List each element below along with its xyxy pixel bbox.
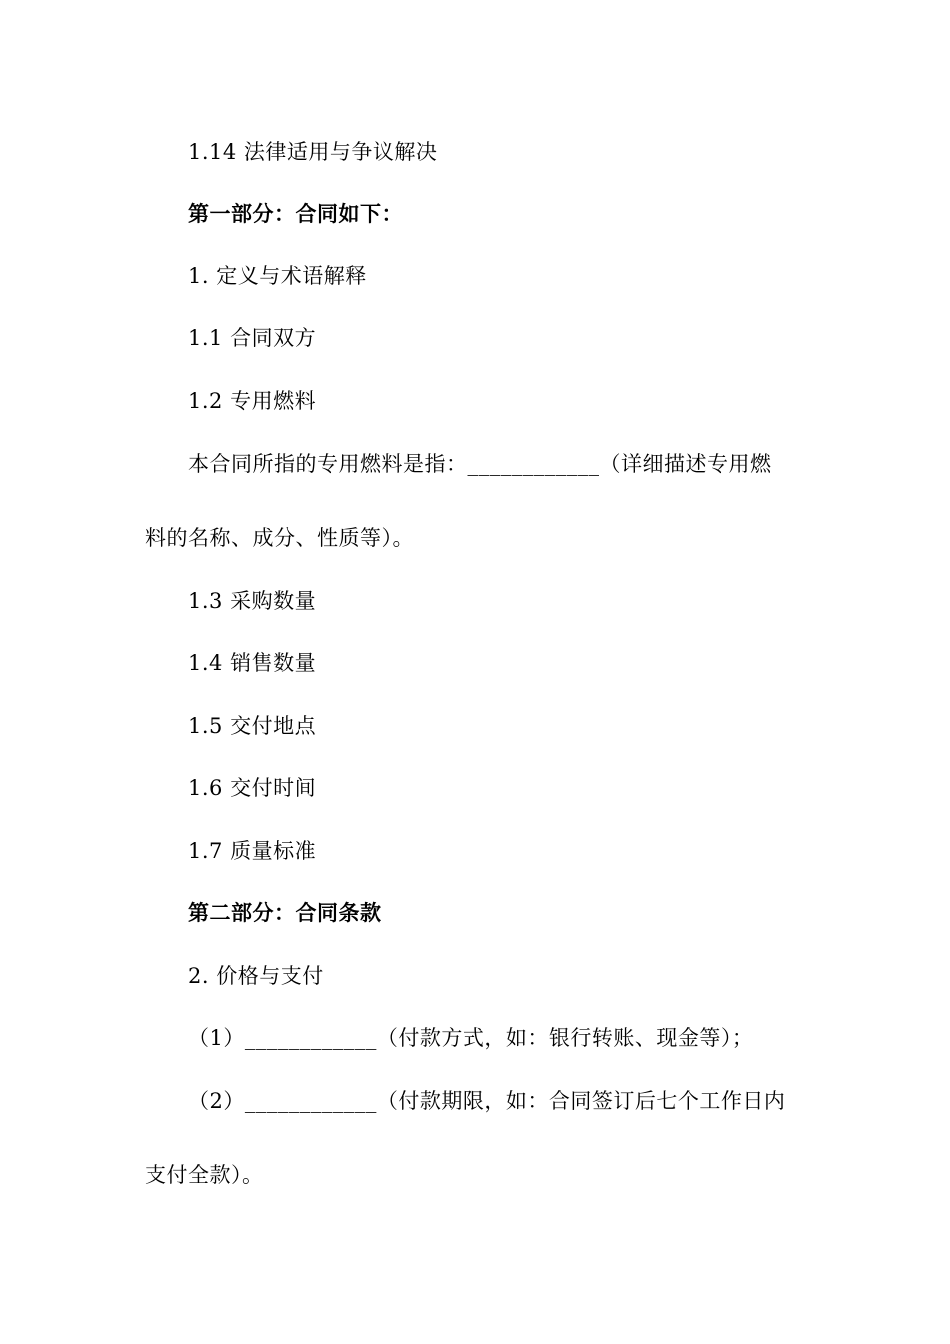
payment-item-1: （1）____________（付款方式，如：银行转账、现金等）； [188, 1026, 754, 1050]
clause-1-4: 1.4 销售数量 [188, 651, 317, 675]
section-2-heading: 2. 价格与支付 [188, 964, 324, 988]
clause-1-5: 1.5 交付地点 [188, 714, 317, 738]
clause-1-2: 1.2 专用燃料 [188, 389, 317, 413]
clause-1-3: 1.3 采购数量 [188, 589, 317, 613]
fuel-definition-line-2: 料的名称、成分、性质等）。 [145, 526, 414, 550]
payment-item-2-line-2: 支付全款）。 [145, 1163, 264, 1187]
payment-item-2-line-1: （2）____________（付款期限，如：合同签订后七个工作日内 [188, 1089, 786, 1113]
clause-1-6: 1.6 交付时间 [188, 776, 317, 800]
part-one-heading: 第一部分：合同如下： [188, 202, 403, 226]
clause-1-7: 1.7 质量标准 [188, 839, 317, 863]
fuel-definition-line-1: 本合同所指的专用燃料是指：____________（详细描述专用燃 [188, 452, 772, 476]
section-1-heading: 1. 定义与术语解释 [188, 264, 367, 288]
part-two-heading: 第二部分：合同条款 [188, 901, 382, 925]
clause-1-14: 1.14 法律适用与争议解决 [188, 140, 438, 164]
clause-1-1: 1.1 合同双方 [188, 326, 317, 350]
